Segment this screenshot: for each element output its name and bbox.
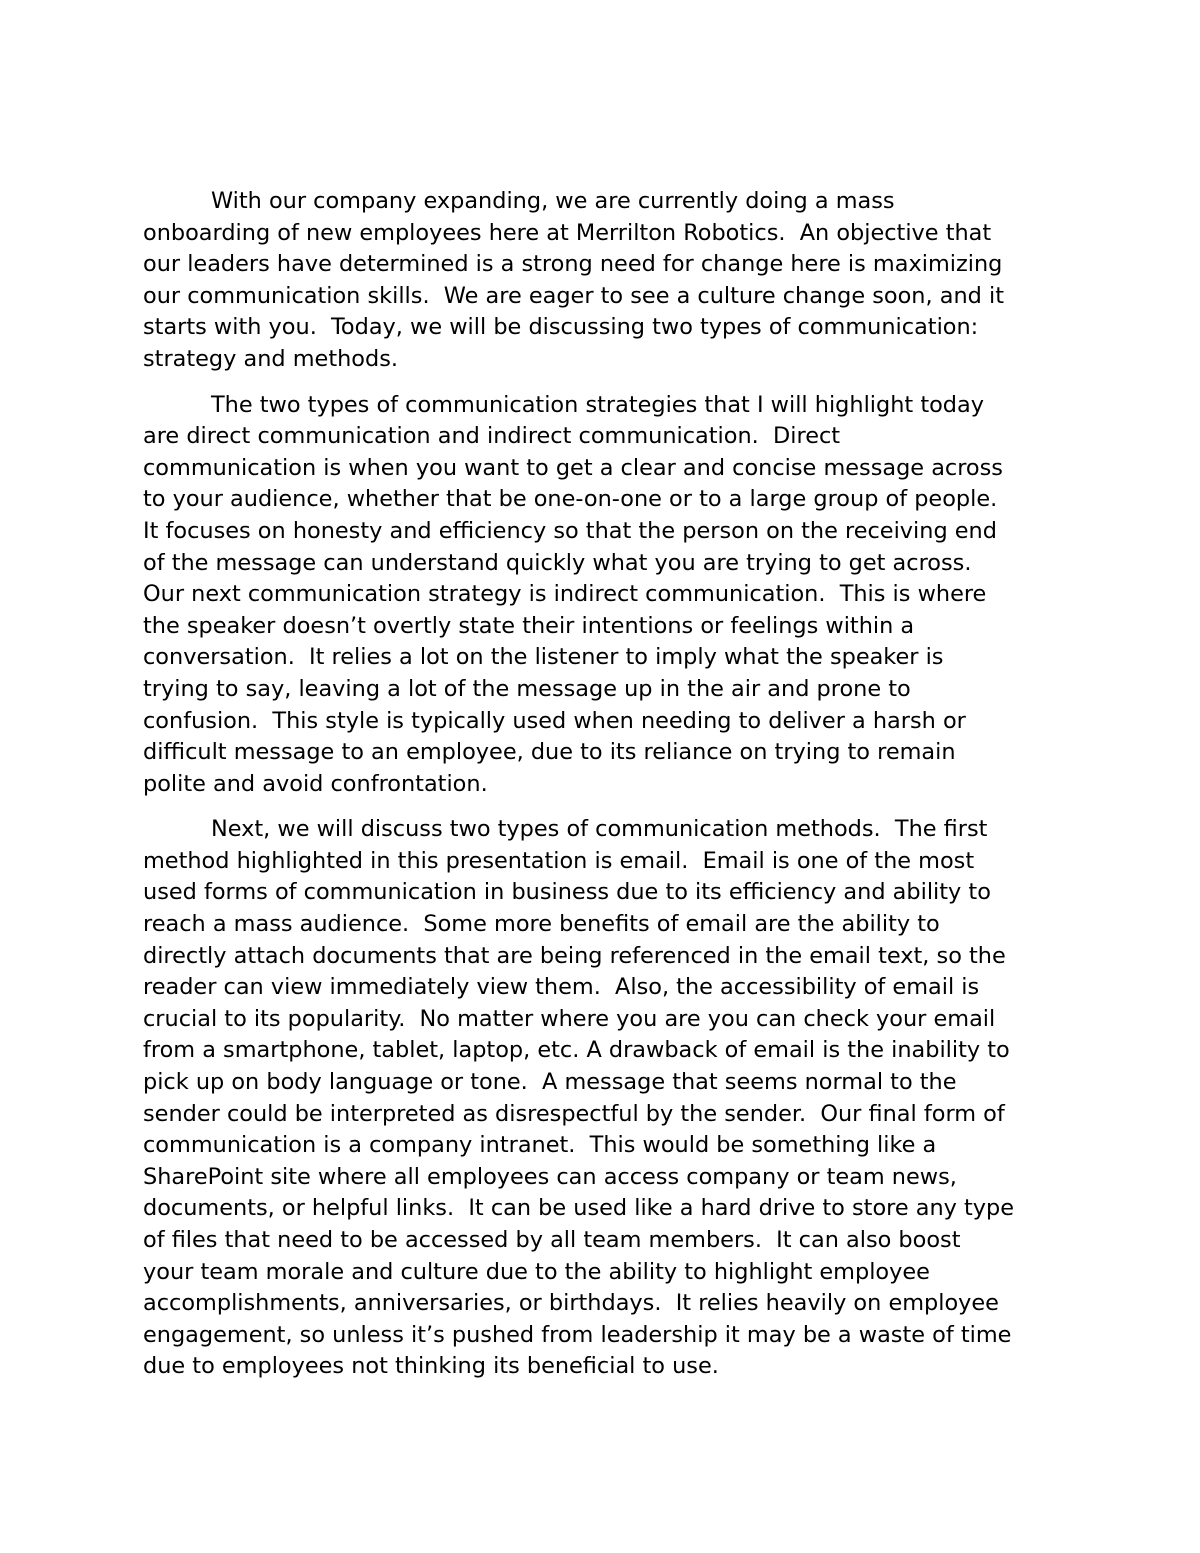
text-line: sender could be interpreted as disrespectful by the sender. Our final form of — [143, 1100, 1005, 1127]
text-line: conversation. It relies a lot on the listener to imply what the speaker is — [143, 644, 944, 671]
paragraph-communication-strategies — [143, 390, 1063, 801]
text-line: communication is a company intranet. This would be something like a — [143, 1132, 937, 1159]
paragraph-communication-methods — [143, 814, 1063, 1383]
text-line: engagement, so unless it’s pushed from leadership it may be a waste of time — [143, 1321, 1012, 1348]
text-line: are direct communication and indirect communication. Direct — [143, 423, 841, 450]
text-line: SharePoint site where all employees can access company or team news, — [143, 1163, 957, 1190]
text-line: Next, we will discuss two types of communication methods. The first — [211, 816, 988, 843]
text-line: It focuses on honesty and efficiency so that the person on the receiving end — [143, 517, 997, 544]
text-line: to your audience, whether that be one-on-one or to a large group of people. — [143, 486, 998, 513]
text-line: difficult message to an employee, due to its reliance on trying to remain — [143, 739, 956, 766]
text-line: strategy and methods. — [143, 345, 398, 372]
paragraph-introduction — [143, 186, 1063, 376]
text-line: Our next communication strategy is indirect communication. This is where — [143, 581, 987, 608]
text-line: of files that need to be accessed by all team members. It can also boost — [143, 1227, 961, 1253]
text-line: your team morale and culture due to the ability to highlight employee — [143, 1258, 930, 1285]
text-line: With our company expanding, we are currently doing a mass — [211, 188, 895, 214]
text-line: onboarding of new employees here at Merrilton Robotics. An objective that — [143, 219, 992, 246]
text-line: trying to say, leaving a lot of the message up in the air and prone to — [143, 675, 911, 702]
text-line: from a smartphone, tablet, laptop, etc. A drawback of email is the inability to — [143, 1037, 1010, 1064]
text-line: due to employees not thinking its beneficial to use. — [143, 1353, 719, 1380]
text-line: accomplishments, anniversaries, or birthdays. It relies heavily on employee — [143, 1290, 999, 1317]
text-line: reader can view immediately view them. Also, the accessibility of email is — [143, 974, 980, 1001]
text-line: documents, or helpful links. It can be used like a hard drive to store any type — [143, 1195, 1015, 1222]
text-line: used forms of communication in business due to its efficiency and ability to — [143, 879, 991, 906]
text-line: crucial to its popularity. No matter where you are you can check your email — [143, 1005, 996, 1032]
text-line: directly attach documents that are being referenced in the email text, so the — [143, 942, 1006, 969]
text-line: communication is when you want to get a clear and concise message across — [143, 454, 1003, 481]
document-body — [143, 186, 1063, 1397]
text-line: pick up on body language or tone. A message that seems normal to the — [143, 1069, 957, 1096]
text-line: The two types of communication strategies that I will highlight today — [211, 391, 984, 418]
text-line: the speaker doesn’t overtly state their intentions or feelings within a — [143, 612, 915, 639]
text-line: our leaders have determined is a strong need for change here is maximizing — [143, 251, 1003, 278]
text-line: starts with you. Today, we will be discussing two types of communication: — [143, 314, 979, 341]
text-line: our communication skills. We are eager to see a culture change soon, and it — [143, 282, 1004, 309]
text-line: polite and avoid confrontation. — [143, 770, 488, 797]
text-line: method highlighted in this presentation is email. Email is one of the most — [143, 847, 975, 874]
text-line: of the message can understand quickly what you are trying to get across. — [143, 549, 972, 576]
text-line: reach a mass audience. Some more benefits of email are the ability to — [143, 911, 940, 938]
text-line: confusion. This style is typically used when needing to deliver a harsh or — [143, 707, 966, 734]
